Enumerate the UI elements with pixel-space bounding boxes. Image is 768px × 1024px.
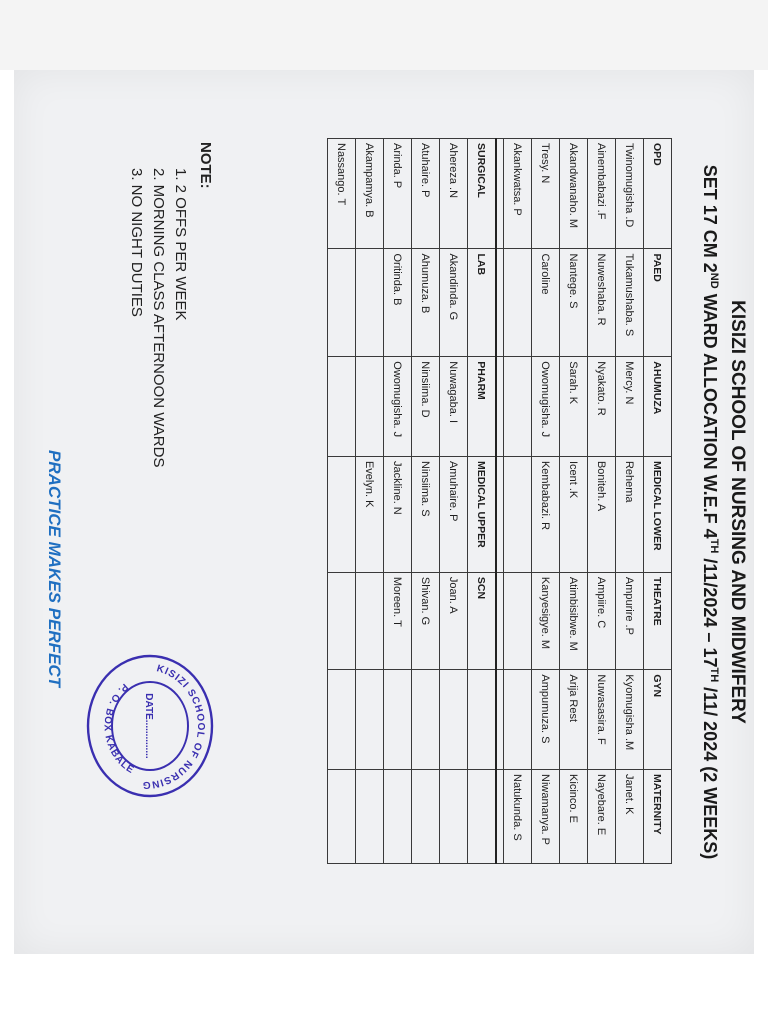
table-cell: Nayebare. E [588,770,616,864]
table-row [644,139,672,864]
note-item: 2. MORNING CLASS AFTERNOON WARDS [150,168,167,468]
table-cell: Ninsiima. D [412,357,440,457]
table-cell: Tresy. N [532,139,560,249]
table-cell: Icent .K [560,456,588,572]
school-stamp [84,652,216,800]
table-cell: MEDICAL UPPER [468,456,497,572]
table-cell: Arija Rest [560,670,588,770]
table-cell: Akandwanaho. M [560,139,588,249]
table-cell: Sarah. K [560,357,588,457]
ward-allocation-table [327,138,672,864]
table-cell: Ampumuza. S [532,670,560,770]
table-cell: Boniteh. A [588,456,616,572]
table-cell: Atimbisibwe. M [560,572,588,670]
table-cell [328,456,356,572]
table-cell: Akankwatsa. P [504,139,532,249]
table-cell: MEDICAL LOWER [644,456,672,572]
table-cell: Rehema [616,456,644,572]
table-cell: Owomugisha. J [532,357,560,457]
table-cell: Moreen. T [384,572,412,670]
table-cell: Ampurire .P [616,572,644,670]
table-cell: Evelyn. K [356,456,384,572]
table-cell: OPD [644,139,672,249]
table-cell: THEATRE [644,572,672,670]
table-cell: Tukamushaba. S [616,249,644,357]
table-cell: Nantege. S [560,249,588,357]
allocation-title: SET 17 CM 2ND WARD ALLOCATION W.E.F 4TH /11/2024 – 17TH /11/ 2024 (2 WEEKS) [700,164,720,860]
table-cell: Nuweshaba. R [588,249,616,357]
table-cell: Ainembabazi .F [588,139,616,249]
table-cell: Ahereza .N [440,139,468,249]
table-cell: Caroline [532,249,560,357]
table-cell [504,357,532,457]
table-cell: PHARM [468,357,497,457]
svg-text:P. O. BOX KABALE: P. O. BOX KABALE [101,680,137,777]
motto: PRACTICE MAKES PERFECT [45,450,64,688]
note-item: 3. NO NIGHT DUTIES [128,168,145,317]
table-cell: Amuhaire. P [440,456,468,572]
table-cell: Owomugisha. J [384,357,412,457]
table-cell [356,670,384,770]
table-cell: Kicinco. E [560,770,588,864]
table-cell [384,670,412,770]
table-cell [328,357,356,457]
table-cell: Oritinda. B [384,249,412,357]
table-row [504,139,532,864]
table-cell: SURGICAL [468,139,497,249]
table-cell: Shivan. G [412,572,440,670]
table-cell: GYN [644,670,672,770]
table-row [328,139,356,864]
table-cell: Ninsiima. S [412,456,440,572]
table-cell: SCN [468,572,497,670]
table-cell [504,670,532,770]
table-cell [412,670,440,770]
svg-text:DATE..............: DATE.............. [143,693,154,759]
table-cell: Kanyesigye. M [532,572,560,670]
table-cell [328,670,356,770]
table-cell [356,770,384,864]
table-row [588,139,616,864]
table-cell: Twinomugisha .D [616,139,644,249]
table-cell: Janet. K [616,770,644,864]
table-cell: Nyakato. R [588,357,616,457]
table-row [412,139,440,864]
table-cell [440,770,468,864]
table-cell [384,770,412,864]
table-cell: Akampamya. B [356,139,384,249]
table-cell: Kyomugisha .M [616,670,644,770]
table-row [384,139,412,864]
table-cell [328,770,356,864]
table-cell: MATERNITY [644,770,672,864]
table-row [356,139,384,864]
table-cell: Joan. A [440,572,468,670]
table-cell: Niwamanya. P [532,770,560,864]
table-cell [468,770,497,864]
table-row [532,139,560,864]
note-item: 1. 2 OFFS PER WEEK [172,168,189,321]
table-cell: Natukunda. S [504,770,532,864]
table-cell: Ahumuza. B [412,249,440,357]
table-cell: Atuhaire. P [412,139,440,249]
table-cell: Jackline. N [384,456,412,572]
table-divider [496,139,504,864]
table-cell: AHUMUZA [644,357,672,457]
table-row [440,139,468,864]
table-cell: Akandinda. G [440,249,468,357]
notes-section [123,142,214,467]
table-cell [504,456,532,572]
table-cell [356,572,384,670]
table-cell: PAED [644,249,672,357]
table-cell: Ampiire. C [588,572,616,670]
scan-top-margin [0,0,768,70]
table-cell [328,249,356,357]
table-cell: Kembabazi. R [532,456,560,572]
notes-title: NOTE: [197,142,214,189]
table-cell [356,357,384,457]
svg-text:KISIZI SCHOOL OF NURSING: KISIZI SCHOOL OF NURSING [141,663,207,791]
table-cell [504,249,532,357]
table-cell [412,770,440,864]
table-row [468,139,497,864]
table-cell: Nassango. T [328,139,356,249]
table-row [616,139,644,864]
table-cell: Nuwasasira. F [588,670,616,770]
table-cell: Mercy. N [616,357,644,457]
table-row [560,139,588,864]
table-cell: Nuwagaba. I [440,357,468,457]
table-cell [356,249,384,357]
table-cell [440,670,468,770]
table-cell [504,572,532,670]
rotated-document [14,70,754,954]
school-name: KISIZI SCHOOL OF NURSING AND MIDWIFERY [727,300,748,724]
table-cell: LAB [468,249,497,357]
table-cell: Arinda. P [384,139,412,249]
table-cell [468,670,497,770]
table-cell [328,572,356,670]
